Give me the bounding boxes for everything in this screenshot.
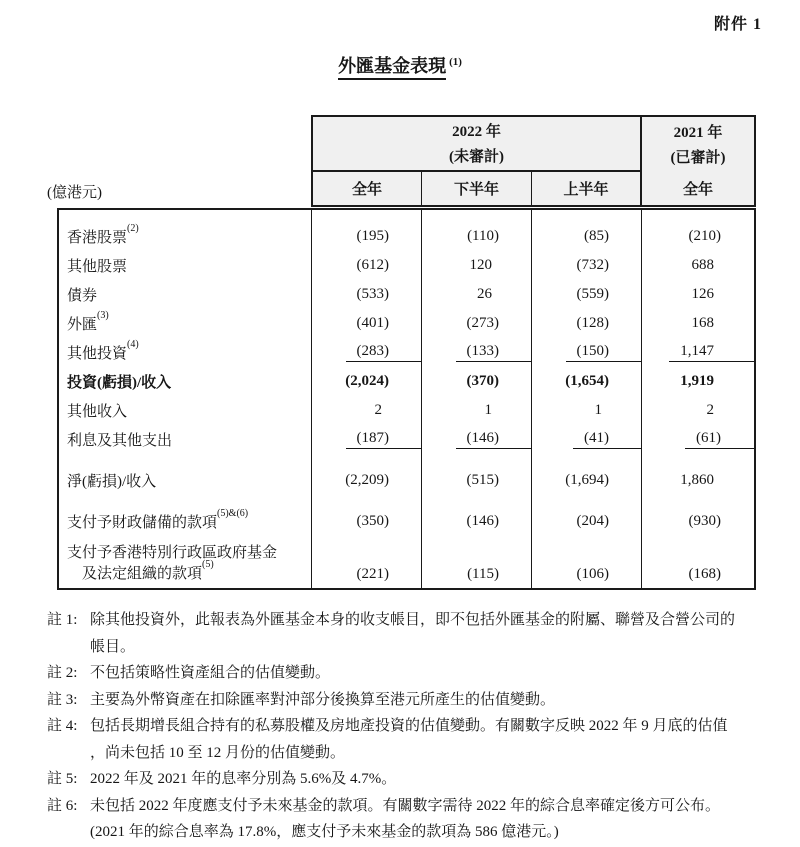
annex-label: 附件 1: [713, 16, 762, 33]
footnote-line: 主要為外幣資產在扣除匯率對沖部分後換算至港元所產生的估值變動。: [90, 691, 556, 708]
cell-value: 2: [374, 402, 382, 418]
cell-value: (370): [466, 373, 499, 389]
cell-value: (41): [573, 430, 642, 449]
footnote-text: [90, 713, 764, 766]
cell-value: (115): [467, 566, 499, 582]
row-label-text: 支付予香港特別行政區政府基金: [67, 545, 278, 561]
cell: [642, 257, 754, 274]
footnote: [47, 713, 764, 766]
row-label-footnote-ref: (5)&(6): [217, 508, 249, 519]
footnote-text: [90, 766, 764, 793]
row-label-text: 其他投資: [67, 346, 128, 362]
footnote-line: (2021 年的綜合息率為 17.8%，應支付予未來基金的款項為 586 億港元。): [90, 824, 559, 840]
table-row: [59, 396, 754, 425]
cell: [532, 472, 642, 489]
table-row: [59, 466, 754, 495]
header-group-2022: [313, 117, 642, 172]
cell: [642, 373, 754, 390]
header-year-2022: 2022 年: [452, 123, 501, 140]
cell: [642, 228, 754, 245]
row-label-footnote-ref: (3): [97, 310, 109, 321]
cell: [532, 228, 642, 245]
footnote-number: 註 3:: [47, 691, 78, 708]
cell-value: 168: [691, 315, 714, 331]
cell-value: (106): [576, 566, 609, 582]
cell: [312, 430, 422, 449]
cell: [312, 472, 422, 489]
cell-value: 120: [469, 257, 492, 273]
cell-value: (221): [356, 566, 389, 582]
cell: [422, 513, 532, 530]
header-group-2021: [642, 117, 754, 172]
cell-value: (930): [688, 513, 721, 529]
cell-value: 1,919: [680, 373, 714, 389]
header-col-full-year-2021: 全年: [682, 182, 713, 198]
footnote-number: 註 2:: [47, 665, 78, 681]
row-label: [59, 255, 312, 276]
cell: [532, 373, 642, 390]
cell: [642, 402, 754, 419]
cell-value: (1,694): [565, 472, 609, 488]
cell-value: 1: [594, 402, 602, 418]
table-row: [59, 507, 754, 536]
footnote: [47, 660, 764, 687]
cell: [422, 472, 532, 489]
row-spacer: [59, 454, 754, 466]
footnote-line: ，尚未包括 10 至 12 月份的估值變動。: [90, 744, 346, 761]
cell: [422, 373, 532, 390]
cell: [422, 315, 532, 332]
footnote-text: [90, 687, 764, 714]
cell: [532, 315, 642, 332]
cell: [642, 513, 754, 530]
cell-value: (273): [466, 315, 499, 331]
cell: [532, 566, 642, 583]
footnote-line: 不包括策略性資產組合的估值變動。: [90, 665, 331, 681]
cell-value: 2: [706, 402, 714, 418]
row-spacer: [59, 495, 754, 507]
footnote-line: 2022 年及 2021 年的息率分別為 5.6%及 4.7%。: [90, 771, 397, 787]
header-year-2021: 2021 年: [673, 124, 723, 141]
row-label-text: 投資(虧損)/收入: [67, 375, 172, 391]
row-label-text: 其他收入: [67, 404, 128, 420]
cell: [312, 566, 422, 583]
row-label: [59, 223, 312, 247]
footnote-text: [90, 793, 764, 846]
footnote-text: [90, 607, 764, 660]
cell: [422, 430, 532, 449]
page-title-text: 外匯基金表現: [338, 56, 446, 80]
table-row: [59, 536, 754, 588]
table-row: [59, 222, 754, 251]
cell: [422, 286, 532, 303]
cell-value: (133): [456, 343, 533, 362]
table-row: [59, 425, 754, 454]
cell-value: 26: [477, 286, 492, 302]
footnote-text: [90, 660, 764, 687]
row-label-text: 債券: [67, 288, 98, 304]
row-label: [59, 400, 312, 421]
cell-value: (85): [584, 228, 609, 244]
row-label: [59, 310, 312, 334]
cell-value: (732): [576, 257, 609, 273]
row-label: [59, 339, 312, 363]
cell: [532, 513, 642, 530]
cell: [422, 343, 532, 362]
cell: [422, 228, 532, 245]
cell: [642, 343, 754, 362]
cell-value: (128): [576, 315, 609, 331]
cell: [312, 402, 422, 419]
page-title-footnote-ref: (1): [449, 56, 462, 68]
cell: [532, 430, 642, 449]
cell-value: (195): [356, 228, 389, 244]
cell: [532, 343, 642, 362]
row-label-footnote-ref: (4): [127, 339, 139, 350]
row-label: [59, 541, 312, 583]
cell: [312, 286, 422, 303]
footnote-line: 包括長期增長組合持有的私募股權及房地產投資的估值變動。有關數字反映 2022 年 9 月底的估值: [90, 718, 728, 734]
row-label: [59, 470, 312, 491]
header-col-full-year-2022: 全年: [313, 172, 422, 205]
footnote-line: 帳目。: [90, 638, 136, 655]
header-col-second-half: 下半年: [422, 172, 532, 205]
footnote: [47, 607, 764, 660]
cell: [312, 513, 422, 530]
cell-value: (2,024): [345, 373, 389, 389]
row-label-text: 外匯: [67, 317, 98, 333]
cell: [532, 257, 642, 274]
table-row: [59, 367, 754, 396]
cell: [642, 315, 754, 332]
cell: [422, 402, 532, 419]
cell: [532, 286, 642, 303]
footnote: [47, 766, 764, 793]
cell: [642, 286, 754, 303]
cell-value: 126: [691, 286, 714, 302]
cell-value: (146): [456, 430, 533, 449]
cell-value: (515): [466, 472, 499, 488]
header-status-2021: (已審計): [670, 149, 726, 166]
table-row: [59, 251, 754, 280]
cell-value: 688: [691, 257, 714, 273]
footnote-line: 除其他投資外，此報表為外匯基金本身的收支帳目，即不包括外匯基金的附屬、聯營及合營公司的: [90, 612, 736, 628]
table-row: [59, 280, 754, 309]
header-status-2022: (未審計): [449, 148, 504, 165]
cell-value: (210): [688, 228, 721, 244]
footnote: [47, 687, 764, 714]
unit-label: (億港元): [47, 185, 102, 201]
cell-value: (283): [346, 343, 423, 362]
cell-value: (146): [466, 513, 499, 529]
table-body-rows: [59, 210, 754, 588]
cell-value: (110): [467, 228, 499, 244]
cell-value: 1: [484, 402, 492, 418]
row-label-text: 其他股票: [67, 259, 128, 275]
cell-value: 1,147: [669, 343, 754, 362]
footnote: [47, 793, 764, 846]
cell: [312, 343, 422, 362]
cell: [642, 472, 754, 489]
cell-value: (187): [346, 430, 423, 449]
cell-value: 1,860: [680, 472, 714, 488]
table-row: [59, 338, 754, 367]
table-row: [59, 309, 754, 338]
cell: [312, 228, 422, 245]
cell-value: (533): [356, 286, 389, 302]
cell: [642, 430, 754, 449]
row-label: [59, 508, 312, 532]
cell-value: (612): [356, 257, 389, 273]
row-label-text: 香港股票: [67, 230, 128, 246]
cell-value: (168): [688, 566, 721, 582]
cell-value: (150): [566, 343, 643, 362]
footnotes: [47, 607, 764, 846]
row-label-text-line2: 及法定組織的款項$^{(5)}$: [82, 559, 214, 582]
row-label-text: 淨(虧損)/收入: [67, 474, 157, 490]
cell: [312, 257, 422, 274]
row-label: [59, 429, 312, 450]
footnote-number: 註 4:: [47, 718, 78, 734]
cell-value: (204): [576, 513, 609, 529]
footnote-number: 註 1:: [47, 612, 78, 628]
row-label-text: 支付予財政儲備的款項: [67, 515, 218, 531]
footnote-number: 註 5:: [47, 771, 78, 787]
cell: [422, 257, 532, 274]
cell-value: (1,654): [565, 373, 609, 389]
row-label-text: 利息及其他支出: [67, 433, 173, 449]
row-label: [59, 284, 312, 305]
table-header: [311, 115, 756, 207]
page-title: [0, 52, 800, 78]
cell: [312, 373, 422, 390]
cell-value: (61): [685, 430, 754, 449]
row-label-footnote-ref: (2): [127, 223, 139, 234]
footnote-line: 未包括 2022 年度應支付予未來基金的款項。有關數字需待 2022 年的綜合息率確定後方可公布。: [90, 797, 721, 814]
cell: [642, 566, 754, 583]
cell-value: (559): [576, 286, 609, 302]
cell: [422, 566, 532, 583]
row-label: [59, 371, 312, 392]
cell: [532, 402, 642, 419]
row-label-footnote-ref: (5): [202, 559, 214, 570]
cell: [312, 315, 422, 332]
cell-value: (2,209): [345, 472, 389, 488]
header-col-first-half: 上半年: [532, 172, 642, 205]
cell-value: (350): [356, 513, 389, 529]
footnote-number: 註 6:: [47, 797, 78, 814]
cell-value: (401): [356, 315, 389, 331]
table-body: [57, 208, 756, 590]
